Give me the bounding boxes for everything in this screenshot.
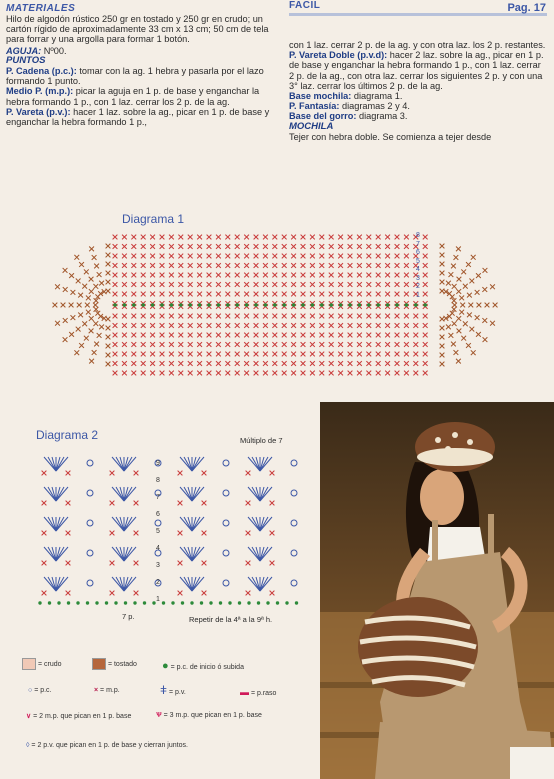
row-number: 6 bbox=[416, 249, 420, 256]
row-number: 1 bbox=[416, 291, 420, 299]
continuation-text: con 1 laz. cerrar 2 p. de la ag. y con otra laz. los 2 p. restantes. bbox=[289, 40, 546, 50]
row-number: 5 bbox=[416, 257, 420, 265]
start-chain-dot bbox=[57, 601, 60, 604]
row-number: 4 bbox=[156, 545, 160, 552]
diagram2-multiple: Múltiplo de 7 bbox=[240, 436, 283, 445]
chain-mark bbox=[291, 490, 297, 496]
left-text-column bbox=[6, 14, 272, 127]
start-chain-dot bbox=[292, 303, 296, 307]
legend-crudo-text: = crudo bbox=[37, 660, 62, 668]
row-number: 6 bbox=[156, 511, 160, 518]
start-chain-dot bbox=[151, 303, 155, 307]
start-chain-dot bbox=[235, 303, 239, 307]
start-chain-dot bbox=[67, 601, 70, 604]
diagram2-title: Diagrama 2 bbox=[36, 428, 99, 442]
shell-stitch-mark bbox=[252, 547, 260, 561]
pvd-text: hacer 2 laz. sobre la ag., picar en 1 p. de base y enganchar la hebra formando 1 p., con 1 laz. cerrar 2 p. de la ag., con otra laz. cerrar los siguientes 2 p. y con una 3° laz. cerrar los últimos 2 p. de la ag. bbox=[289, 50, 544, 91]
start-chain-dot bbox=[113, 303, 117, 307]
cluster-icon: ◊ bbox=[26, 742, 30, 749]
model-photo bbox=[320, 402, 554, 779]
diagram1-row-numbers bbox=[416, 232, 420, 300]
pc-text: tomar con la ag. 1 hebra y pasarla por el lazo formando 1 punto. bbox=[6, 66, 264, 87]
base-text: diagrama 1. bbox=[353, 91, 403, 102]
start-chain-dot bbox=[188, 303, 192, 307]
shell-stitch-mark bbox=[116, 487, 124, 501]
legend-pv bbox=[160, 683, 186, 697]
start-chain-dot bbox=[276, 601, 279, 604]
shell-stitch-mark bbox=[252, 457, 260, 471]
materiales-text: Hilo de algodón rústico 250 gr en tostado y 250 gr en crudo; un cartón rígido de aproximadamente 33 cm x 13 cm; 50 cm de tela para forrar y una argolla para formar 1 botón. bbox=[6, 14, 269, 45]
start-chain-dot bbox=[405, 303, 409, 307]
w-icon: Ѱ bbox=[156, 712, 162, 719]
puntos-title: PUNTOS bbox=[6, 54, 46, 66]
shell-stitch-mark bbox=[184, 487, 192, 501]
start-chain-dot bbox=[226, 303, 230, 307]
legend-crudo bbox=[22, 658, 62, 670]
start-chain-dot bbox=[320, 303, 324, 307]
start-chain-dot bbox=[217, 303, 221, 307]
diagram2-chart bbox=[36, 445, 306, 610]
start-chain-dot bbox=[143, 601, 146, 604]
shell-stitch-mark bbox=[48, 457, 56, 471]
pc-paragraph bbox=[6, 66, 272, 86]
start-chain-dot bbox=[200, 601, 203, 604]
gorro-text: diagrama 3. bbox=[358, 111, 408, 122]
start-chain-dot bbox=[198, 303, 202, 307]
page-number: Pag. 17 bbox=[507, 2, 546, 14]
shell-stitch-mark bbox=[48, 577, 56, 591]
start-chain-dot bbox=[339, 303, 343, 307]
start-chain-dot bbox=[376, 303, 380, 307]
slip-stitch-icon: ▬ bbox=[240, 687, 249, 697]
legend-two-mp bbox=[26, 712, 136, 720]
chain-mark bbox=[291, 580, 297, 586]
legend-three-mp bbox=[156, 712, 271, 719]
chain-mark bbox=[223, 580, 229, 586]
chain-mark bbox=[223, 550, 229, 556]
shell-stitch-mark bbox=[252, 487, 260, 501]
start-chain-dot bbox=[264, 303, 268, 307]
legend-tostado bbox=[92, 658, 137, 670]
tostado-swatch bbox=[92, 658, 106, 670]
legend-inicio-text: = p.c. de inicio ó subida bbox=[170, 664, 244, 671]
cross-icon: × bbox=[94, 687, 99, 694]
start-chain-dot bbox=[133, 601, 136, 604]
photo-illustration bbox=[320, 402, 554, 779]
legend-inicio bbox=[162, 660, 244, 672]
shell-stitch-mark bbox=[116, 457, 124, 471]
start-chain-dot bbox=[179, 303, 183, 307]
start-chain-dot bbox=[38, 601, 41, 604]
aguja-line bbox=[6, 46, 272, 56]
base-paragraph bbox=[289, 91, 547, 101]
legend-pc bbox=[28, 687, 52, 694]
header-materiales: MATERIALES bbox=[6, 3, 76, 14]
chain-mark bbox=[87, 550, 93, 556]
start-chain-dot bbox=[105, 601, 108, 604]
diagram1-stitches bbox=[53, 235, 498, 376]
row-number: 9 bbox=[156, 460, 160, 467]
pv-paragraph bbox=[6, 107, 272, 127]
aguja-label: AGUJA: bbox=[6, 45, 42, 56]
dot-icon: ● bbox=[162, 660, 169, 672]
start-chain-dot bbox=[141, 303, 145, 307]
mp-label: Medio P. (m.p.): bbox=[6, 86, 74, 97]
pv-text: hacer 1 laz. sobre la ag., picar en 1 p. de base y enganchar la hebra formando 1 p., bbox=[6, 106, 270, 128]
chain-mark bbox=[87, 490, 93, 496]
shell-stitch-mark bbox=[116, 577, 124, 591]
start-chain-dot bbox=[190, 601, 193, 604]
fantasia-paragraph bbox=[289, 101, 547, 111]
legend-pc-text: = p.c. bbox=[34, 687, 52, 694]
start-chain-dot bbox=[395, 303, 399, 307]
start-chain-dot bbox=[86, 601, 89, 604]
legend-praso-text: = p.raso bbox=[250, 690, 277, 697]
start-chain-dot bbox=[76, 601, 79, 604]
mochila-title: MOCHILA bbox=[289, 120, 334, 132]
row-number: 1 bbox=[156, 596, 160, 603]
shell-stitch-mark bbox=[184, 517, 192, 531]
row-number: 3 bbox=[416, 274, 420, 282]
start-chain-dot bbox=[228, 601, 231, 604]
fantasia-text: diagramas 2 y 4. bbox=[341, 101, 410, 112]
start-chain-dot bbox=[207, 303, 211, 307]
start-chain-dot bbox=[245, 303, 249, 307]
diagram2-stitches bbox=[38, 457, 298, 605]
gorro-label: Base del gorro: bbox=[289, 111, 357, 122]
start-chain-dot bbox=[238, 601, 241, 604]
pc-label: P. Cadena (p.c.): bbox=[6, 66, 77, 77]
legend-mp-text: = m.p. bbox=[100, 687, 120, 694]
start-chain-dot bbox=[132, 303, 136, 307]
mochila-text: Tejer con hebra doble. Se comienza a tejer desde bbox=[289, 131, 492, 142]
start-chain-dot bbox=[414, 303, 418, 307]
start-chain-dot bbox=[266, 601, 269, 604]
start-chain-dot bbox=[48, 601, 51, 604]
start-chain-dot bbox=[285, 601, 288, 604]
row-number: 2 bbox=[156, 579, 160, 586]
start-chain-dot bbox=[273, 303, 277, 307]
start-chain-dot bbox=[301, 303, 305, 307]
chain-mark bbox=[223, 460, 229, 466]
header-level: FACIL bbox=[289, 0, 321, 11]
row-number: 5 bbox=[156, 528, 160, 535]
shell-stitch-mark bbox=[184, 577, 192, 591]
legend-praso bbox=[240, 687, 276, 697]
row-number: 4 bbox=[416, 266, 420, 273]
chain-mark bbox=[87, 520, 93, 526]
chain-mark bbox=[291, 550, 297, 556]
start-chain-dot bbox=[348, 303, 352, 307]
v-icon: ∨ bbox=[26, 713, 32, 720]
diagram1-chart bbox=[40, 225, 510, 385]
mp-text: picar la aguja en 1 p. de base y enganchar la hebra formando 1 p., con 1 laz. cerrar los 2 p. de la ag. bbox=[6, 86, 260, 107]
shell-stitch-mark bbox=[48, 517, 56, 531]
base-label: Base mochila: bbox=[289, 91, 352, 102]
diagram2-row-numbers bbox=[156, 455, 160, 608]
chain-mark bbox=[87, 580, 93, 586]
chain-mark bbox=[291, 460, 297, 466]
start-chain-dot bbox=[219, 601, 222, 604]
start-chain-dot bbox=[282, 303, 286, 307]
start-chain-dot bbox=[209, 601, 212, 604]
start-chain-dot bbox=[123, 303, 127, 307]
mp-paragraph bbox=[6, 86, 272, 106]
chain-mark bbox=[223, 490, 229, 496]
chain-mark bbox=[291, 520, 297, 526]
row-number: 7 bbox=[416, 240, 420, 248]
row-number: 8 bbox=[416, 232, 420, 239]
diagram2-repeat-note: Repetir de la 4ª a la 9ª h. bbox=[189, 615, 273, 624]
start-chain-dot bbox=[295, 601, 298, 604]
start-chain-dot bbox=[386, 303, 390, 307]
right-text-column bbox=[289, 40, 547, 142]
start-chain-dot bbox=[254, 303, 258, 307]
shell-stitch-mark bbox=[252, 577, 260, 591]
shell-stitch-mark bbox=[184, 547, 192, 561]
shell-stitch-mark bbox=[116, 547, 124, 561]
start-chain-dot bbox=[170, 303, 174, 307]
start-chain-dot bbox=[423, 303, 427, 307]
start-chain-dot bbox=[171, 601, 174, 604]
diagram2-width-label: 7 p. bbox=[122, 612, 135, 621]
shell-stitch-mark bbox=[116, 517, 124, 531]
legend-tostado-text: = tostado bbox=[107, 660, 137, 668]
start-chain-dot bbox=[329, 303, 333, 307]
row-number: 2 bbox=[416, 283, 420, 290]
start-chain-dot bbox=[358, 303, 362, 307]
legend-three-mp-text: = 3 m.p. que pican en 1 p. base bbox=[163, 712, 262, 719]
row-number: 3 bbox=[156, 562, 160, 569]
chain-mark bbox=[87, 460, 93, 466]
shell-stitch-mark bbox=[48, 547, 56, 561]
legend-two-mp-text: = 2 m.p. que pican en 1 p. base bbox=[33, 713, 132, 720]
legend-pv-text: = p.v. bbox=[168, 689, 186, 696]
start-chain-dot bbox=[247, 601, 250, 604]
start-chain-dot bbox=[160, 303, 164, 307]
legend-mp bbox=[94, 687, 120, 694]
row-number: 8 bbox=[156, 477, 160, 484]
aguja-value: Nº00. bbox=[43, 45, 67, 56]
start-chain-dot bbox=[114, 601, 117, 604]
shell-stitch-mark bbox=[48, 487, 56, 501]
chain-mark bbox=[223, 520, 229, 526]
row-number: 7 bbox=[156, 494, 160, 501]
vareta-icon: ǂ bbox=[160, 683, 168, 697]
pvd-paragraph bbox=[289, 50, 547, 91]
fantasia-label: P. Fantasía: bbox=[289, 101, 340, 112]
start-chain-dot bbox=[367, 303, 371, 307]
pv-label: P. Vareta (p.v.): bbox=[6, 106, 71, 117]
shell-stitch-mark bbox=[252, 517, 260, 531]
start-chain-dot bbox=[124, 601, 127, 604]
pvd-label: P. Vareta Doble (p.v.d): bbox=[289, 50, 388, 61]
shell-stitch-mark bbox=[184, 457, 192, 471]
legend-two-pv bbox=[26, 742, 286, 749]
oval-icon: ○ bbox=[28, 687, 33, 694]
start-chain-dot bbox=[311, 303, 315, 307]
crudo-swatch bbox=[22, 658, 36, 670]
diagram1-title: Diagrama 1 bbox=[122, 212, 185, 226]
start-chain-dot bbox=[162, 601, 165, 604]
start-chain-dot bbox=[257, 601, 260, 604]
start-chain-dot bbox=[95, 601, 98, 604]
start-chain-dot bbox=[181, 601, 184, 604]
legend-two-pv-text: = 2 p.v. que pican en 1 p. de base y cierran juntos. bbox=[31, 742, 188, 749]
